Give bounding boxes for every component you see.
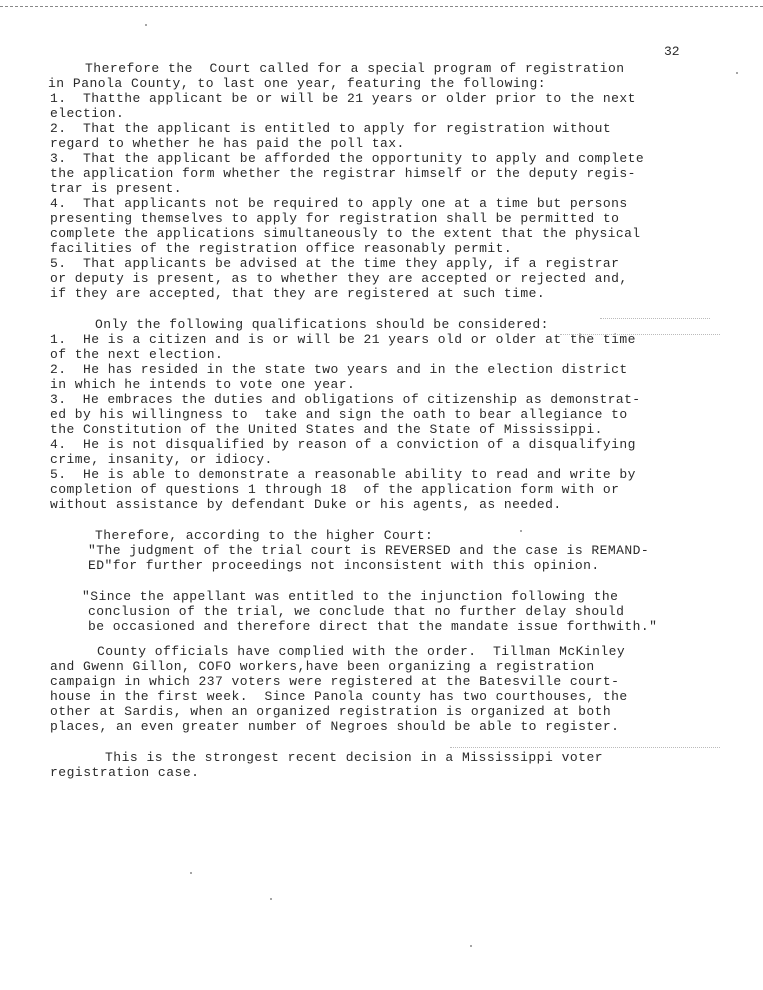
text-line: be occasioned and therefore direct that the mandate issue forthwith." [88,619,658,634]
text-line: or deputy is present, as to whether they are accepted or rejected and, [50,271,628,286]
text-line: completion of questions 1 through 18 of the application form with or [50,482,620,497]
text-line: 4. That applicants not be required to apply one at a time but persons [50,196,628,211]
text-line: 1. He is a citizen and is or will be 21 years old or older at the time [50,332,636,347]
scan-speck [145,24,147,26]
text-line: regard to whether he has paid the poll tax. [50,136,405,151]
text-line: of the next election. [50,347,224,362]
text-line: 3. That the applicant be afforded the opportunity to apply and complete [50,151,645,166]
scan-noise [600,318,710,319]
text-line: 2. That the applicant is entitled to apply for registration without [50,121,612,136]
text-line: election. [50,106,125,121]
text-line: in Panola County, to last one year, featuring the following: [48,76,547,91]
text-line: This is the strongest recent decision in a Mississippi voter [105,750,604,765]
text-line: crime, insanity, or idiocy. [50,452,273,467]
top-edge-rule [0,6,763,7]
text-line: trar is present. [50,181,183,196]
text-line: if they are accepted, that they are registered at such time. [50,286,546,301]
text-line: conclusion of the trial, we conclude that no further delay should [88,604,625,619]
scan-speck [270,898,272,900]
text-line: facilities of the registration office reasonably permit. [50,241,513,256]
scan-speck [470,945,472,947]
text-line: presenting themselves to apply for registration shall be permitted to [50,211,620,226]
page-number: 32 [664,44,680,59]
text-line: County officials have complied with the order. Tillman McKinley [97,644,626,659]
scan-noise [450,747,720,748]
text-line: the application form whether the registrar himself or the deputy regis- [50,166,636,181]
text-line: Therefore, according to the higher Court: [95,528,434,543]
text-line: places, an even greater number of Negroes should be able to register. [50,719,620,734]
text-line: ed by his willingness to take and sign the oath to bear allegiance to [50,407,628,422]
text-line: in which he intends to vote one year. [50,377,356,392]
scan-speck [520,530,522,532]
text-line: 2. He has resided in the state two years and in the election district [50,362,628,377]
scan-noise [560,334,720,335]
text-line: complete the applications simultaneously to the extent that the physical [50,226,641,241]
text-line: without assistance by defendant Duke or his agents, as needed. [50,497,562,512]
text-line: ED"for further proceedings not inconsistent with this opinion. [88,558,600,573]
text-line: 1. Thatthe applicant be or will be 21 years or older prior to the next [50,91,636,106]
text-line: 3. He embraces the duties and obligations of citizenship as demonstrat- [50,392,641,407]
scan-speck [736,72,738,74]
text-line: campaign in which 237 voters were registered at the Batesville court- [50,674,620,689]
text-line: 4. He is not disqualified by reason of a conviction of a disqualifying [50,437,636,452]
text-line: Therefore the Court called for a special program of registration [85,61,625,76]
text-line: Only the following qualifications should be considered: [95,317,549,332]
text-line: registration case. [50,765,200,780]
text-line: house in the first week. Since Panola county has two courthouses, the [50,689,628,704]
text-line: "Since the appellant was entitled to the injunction following the [82,589,619,604]
text-line: other at Sardis, when an organized registration is organized at both [50,704,612,719]
text-line: 5. That applicants be advised at the time they apply, if a registrar [50,256,620,271]
text-line: the Constitution of the United States and the State of Mississippi. [50,422,603,437]
text-line: and Gwenn Gillon, COFO workers,have been organizing a registration [50,659,595,674]
text-line: "The judgment of the trial court is REVERSED and the case is REMAND- [88,543,650,558]
text-line: 5. He is able to demonstrate a reasonable ability to read and write by [50,467,636,482]
scan-speck [190,872,192,874]
